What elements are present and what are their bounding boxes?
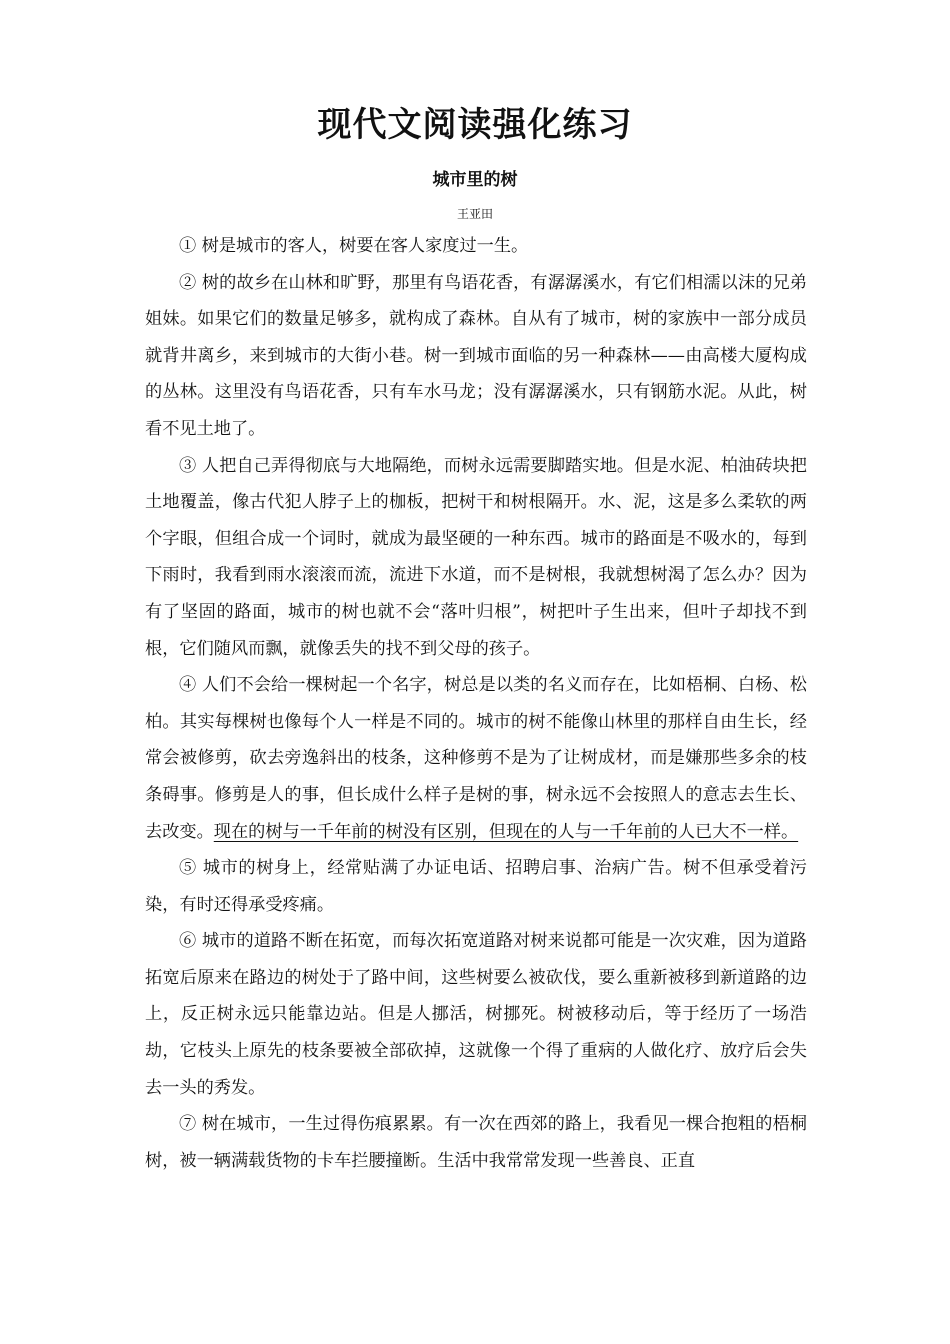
paragraph-text: ③ 人把自己弄得彻底与大地隔绝，而树永远需要脚踏实地。但是水泥、柏油砖块把土地覆盖，像古代犯人脖子上的枷板，把树干和树根隔开。水、泥，这是多么柔软的两个字眼，但组合成一个词时，就成为最坚硬的一种东西。城市的路面是不吸水的，每到下雨时，我看到雨水滚滚而流，流进下水道，而不是树根，我就想树渴了怎么办？因为有了坚固的路面，城市的树也就不会“落叶归根”，树把叶子生出来，但叶子却找不到根，它们随风而飘，就像丢失的找不到父母的孩子。 bbox=[145, 455, 807, 659]
paragraph-text: ② 树的故乡在山林和旷野，那里有鸟语花香，有潺潺溪水，有它们相濡以沫的兄弟姐妹。如果它们的数量足够多，就构成了森林。自从有了城市，树的家族中一部分成员就背井离乡，来到城市的大街小巷。树一到城市面临的另一种森林——由高楼大厦构成的丛林。这里没有鸟语花香，只有车水马龙；没有潺潺溪水，只有钢筋水泥。从此，树看不见土地了。 bbox=[145, 272, 807, 439]
paragraph-text: ① 树是城市的客人，树要在客人家度过一生。 bbox=[179, 236, 529, 256]
article-title: 城市里的树 bbox=[432, 170, 518, 190]
paragraph-text: ⑥ 城市的道路不断在拓宽，而每次拓宽道路对树来说都可能是一次灾难，因为道路拓宽后原来在路边的树处于了路中间，这些树要么被砍伐，要么重新被移到新道路的边上，反正树永远只能靠边站。但是人挪活，树挪死。树被移动后，等于经历了一场浩劫，它枝头上原先的枝条要被全部砍掉，这就像一个得了重病的人做化疗、放疗后会失去一头的秀发。 bbox=[145, 931, 807, 1098]
paragraph-7 bbox=[145, 1106, 807, 1179]
paragraph-3 bbox=[145, 448, 807, 668]
paragraph-4 bbox=[145, 667, 807, 850]
paragraph-text: ⑦ 树在城市，一生过得伤痕累累。有一次在西郊的路上，我看见一棵合抱粗的梧桐树，被一辆满载货物的卡车拦腰撞断。生活中我常常发现一些善良、正直 bbox=[145, 1114, 807, 1171]
paragraph-1 bbox=[145, 228, 807, 265]
paragraph-2 bbox=[145, 265, 807, 448]
article-body bbox=[145, 228, 807, 1179]
paragraph-5 bbox=[145, 850, 807, 923]
paragraph-6 bbox=[145, 923, 807, 1106]
paragraph-text: ④ 人们不会给一棵树起一个名字，树总是以类的名义而存在，比如梧桐、白杨、松柏。其实每棵树也像每个人一样是不同的。城市的树不能像山林里的那样自由生长，经常会被修剪，砍去旁逸斜出的枝条，这种修剪不是为了让树成材，而是嫌那些多余的枝条碍事。修剪是人的事，但长成什么样子是树的事，树永远不会按照人的意志去生长、去改变。 bbox=[145, 675, 807, 842]
paragraph-text: ⑤ 城市的树身上，经常贴满了办证电话、招聘启事、治病广告。树不但承受着污染，有时还得承受疼痛。 bbox=[145, 858, 807, 915]
underlined-sentence: 现在的树与一千年前的树没有区别，但现在的人与一千年前的人已大不一样。 bbox=[213, 821, 799, 842]
main-title: 现代文阅读强化练习 bbox=[317, 105, 633, 145]
author-name: 王亚田 bbox=[456, 207, 493, 221]
